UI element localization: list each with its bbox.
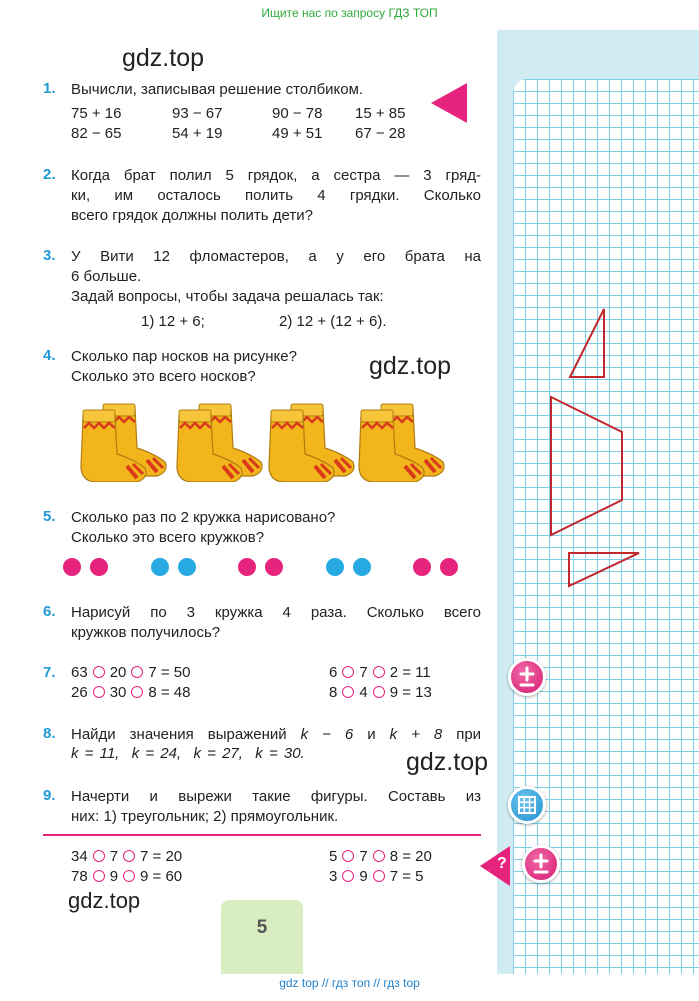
operand: 9 = 13	[389, 684, 432, 701]
sock-pair	[269, 404, 354, 482]
sign-circle[interactable]	[93, 686, 105, 698]
equation-row	[71, 848, 182, 865]
operand: 78	[71, 868, 88, 885]
watermark: gdz.top	[406, 748, 489, 776]
equation-row	[71, 664, 191, 681]
trapezoid-shape	[551, 397, 622, 535]
sign-circle[interactable]	[342, 850, 354, 862]
equation-row	[329, 868, 423, 885]
operand: 8 = 20	[389, 848, 432, 865]
watermark: gdz.top	[122, 44, 205, 72]
k-values	[71, 745, 305, 762]
task-line: Вычисли, записывая решение столбиком.	[71, 81, 364, 98]
plus-minus-icon[interactable]	[522, 845, 560, 883]
plus-minus-glyph	[525, 848, 557, 880]
task-number: 7.	[43, 664, 56, 681]
sign-circle[interactable]	[342, 666, 354, 678]
blue-dot	[326, 558, 344, 576]
pink-dot	[413, 558, 431, 576]
socks-illustration	[75, 400, 475, 482]
expression: 93 − 67	[172, 105, 223, 122]
equation-row	[71, 684, 191, 701]
footer-banner: gdz top // гдз топ // гдз top	[279, 976, 420, 990]
sock-pair	[177, 404, 262, 482]
watermark: gdz.top	[68, 888, 141, 913]
triangle-shape	[570, 309, 604, 377]
figures-drawing	[513, 79, 699, 974]
task-text	[71, 80, 481, 100]
sign-circle[interactable]	[123, 870, 135, 882]
operand: 63	[71, 664, 88, 681]
task-text	[71, 247, 481, 307]
answer-option: 2) 12 + (12 + 6).	[279, 313, 387, 330]
task-text	[71, 787, 481, 827]
divider-line	[43, 834, 481, 836]
sign-circle[interactable]	[373, 870, 385, 882]
task-text	[71, 508, 481, 548]
expression: 82 − 65	[71, 125, 122, 142]
expression: 54 + 19	[172, 125, 223, 142]
task-line: кружков получилось?	[71, 624, 221, 641]
task-line: ки, им осталось полить 4 грядки. Сколько	[71, 187, 481, 204]
sock-pair	[81, 404, 166, 482]
sign-circle[interactable]	[93, 870, 105, 882]
operand: 20	[109, 664, 127, 681]
pink-dot	[265, 558, 283, 576]
task-line: них: 1) треугольник; 2) прямоугольник.	[71, 808, 339, 825]
operand: 8 = 48	[148, 684, 191, 701]
task-text	[71, 725, 481, 745]
operand: 2 = 11	[389, 664, 431, 681]
pink-dot	[90, 558, 108, 576]
equation-row	[329, 684, 432, 701]
plus-minus-glyph	[511, 661, 543, 693]
expression: k − 6	[300, 726, 354, 743]
sign-circle[interactable]	[93, 850, 105, 862]
sign-circle[interactable]	[342, 870, 354, 882]
sock-pair	[359, 404, 444, 482]
task-text	[71, 603, 481, 643]
grid-glyph	[511, 789, 543, 821]
operand: 6	[329, 664, 338, 681]
task-number: 3.	[43, 247, 56, 264]
task-line: Начерти и вырежи такие фигуры. Составь из	[71, 788, 481, 805]
task-line	[71, 725, 481, 745]
sign-circle[interactable]	[373, 666, 385, 678]
task-line: Задай вопросы, чтобы задача решалась так:	[71, 288, 384, 305]
task-number: 8.	[43, 725, 56, 742]
text-fragment: Найди значения выражений	[71, 726, 301, 743]
expression: k + 8	[389, 726, 443, 743]
expression: 75 + 16	[71, 105, 122, 122]
task-line: Когда брат полил 5 грядок, а сестра — 3 гряд-	[71, 167, 481, 184]
k-value: k = 11,	[71, 745, 120, 762]
operand: 7 = 50	[148, 664, 191, 681]
task-line: Нарисуй по 3 кружка 4 раза. Сколько всего	[71, 604, 481, 621]
task-line: Сколько это всего носков?	[71, 368, 256, 385]
k-value: k = 27,	[193, 745, 243, 762]
k-value: k = 30.	[255, 745, 305, 762]
watermark: gdz.top	[369, 352, 452, 380]
pink-dot	[440, 558, 458, 576]
sign-circle[interactable]	[123, 850, 135, 862]
operand: 7	[109, 848, 119, 865]
header-banner: Ищите нас по запросу ГДЗ ТОП	[261, 6, 438, 20]
operand: 9	[109, 868, 119, 885]
text-fragment: при	[442, 726, 482, 743]
task-number: 5.	[43, 508, 56, 525]
task-line: 6 больше.	[71, 268, 142, 285]
task-number: 4.	[43, 347, 56, 364]
task-text	[71, 347, 481, 387]
task-text	[71, 166, 481, 226]
sign-circle[interactable]	[373, 850, 385, 862]
task-line: У Вити 12 фломастеров, а у его брата на	[71, 248, 481, 265]
k-value: k = 24,	[131, 745, 182, 762]
answer-option: 1) 12 + 6;	[141, 313, 205, 330]
task-number: 1.	[43, 80, 56, 97]
task-line: Сколько пар носков на рисунке?	[71, 348, 297, 365]
operand: 34	[71, 848, 88, 865]
operand: 26	[71, 684, 88, 701]
expression: 67 − 28	[355, 125, 406, 142]
blue-dot	[151, 558, 169, 576]
task-number: 9.	[43, 787, 56, 804]
small-triangle-shape	[569, 553, 639, 586]
expression: 49 + 51	[272, 125, 323, 142]
operand: 8	[329, 684, 338, 701]
sign-circle[interactable]	[131, 666, 143, 678]
operand: 7	[359, 664, 368, 681]
operand: 30	[109, 684, 127, 701]
equation-row	[71, 868, 182, 885]
page-number: 5	[256, 917, 268, 938]
task-line: Сколько это всего кружков?	[71, 529, 265, 546]
pink-dot	[238, 558, 256, 576]
blue-dot	[178, 558, 196, 576]
operand: 5	[329, 848, 338, 865]
task-line: всего грядок должны полить дети?	[71, 207, 313, 224]
equation-row	[329, 848, 432, 865]
expression: 90 − 78	[272, 105, 323, 122]
task-number: 6.	[43, 603, 56, 620]
sign-circle[interactable]	[93, 666, 105, 678]
operand: 4	[359, 684, 368, 701]
pink-dot	[63, 558, 81, 576]
operand: 9 = 60	[140, 868, 183, 885]
sign-circle[interactable]	[342, 686, 354, 698]
sign-circle[interactable]	[373, 686, 385, 698]
sign-circle[interactable]	[131, 686, 143, 698]
operand: 7	[359, 848, 368, 865]
operand: 7 = 20	[140, 848, 183, 865]
operand: 7 = 5	[389, 868, 424, 885]
blue-dot	[353, 558, 371, 576]
equation-row	[329, 664, 431, 681]
plus-minus-icon[interactable]	[508, 658, 546, 696]
grid-icon[interactable]	[508, 786, 546, 824]
operand: 9	[359, 868, 368, 885]
expression: 15 + 85	[355, 105, 406, 122]
text-fragment: и	[353, 726, 390, 743]
task-number: 2.	[43, 166, 56, 183]
operand: 3	[329, 868, 338, 885]
question-label: ?	[497, 855, 507, 872]
task-line: Сколько раз по 2 кружка нарисовано?	[71, 509, 336, 526]
